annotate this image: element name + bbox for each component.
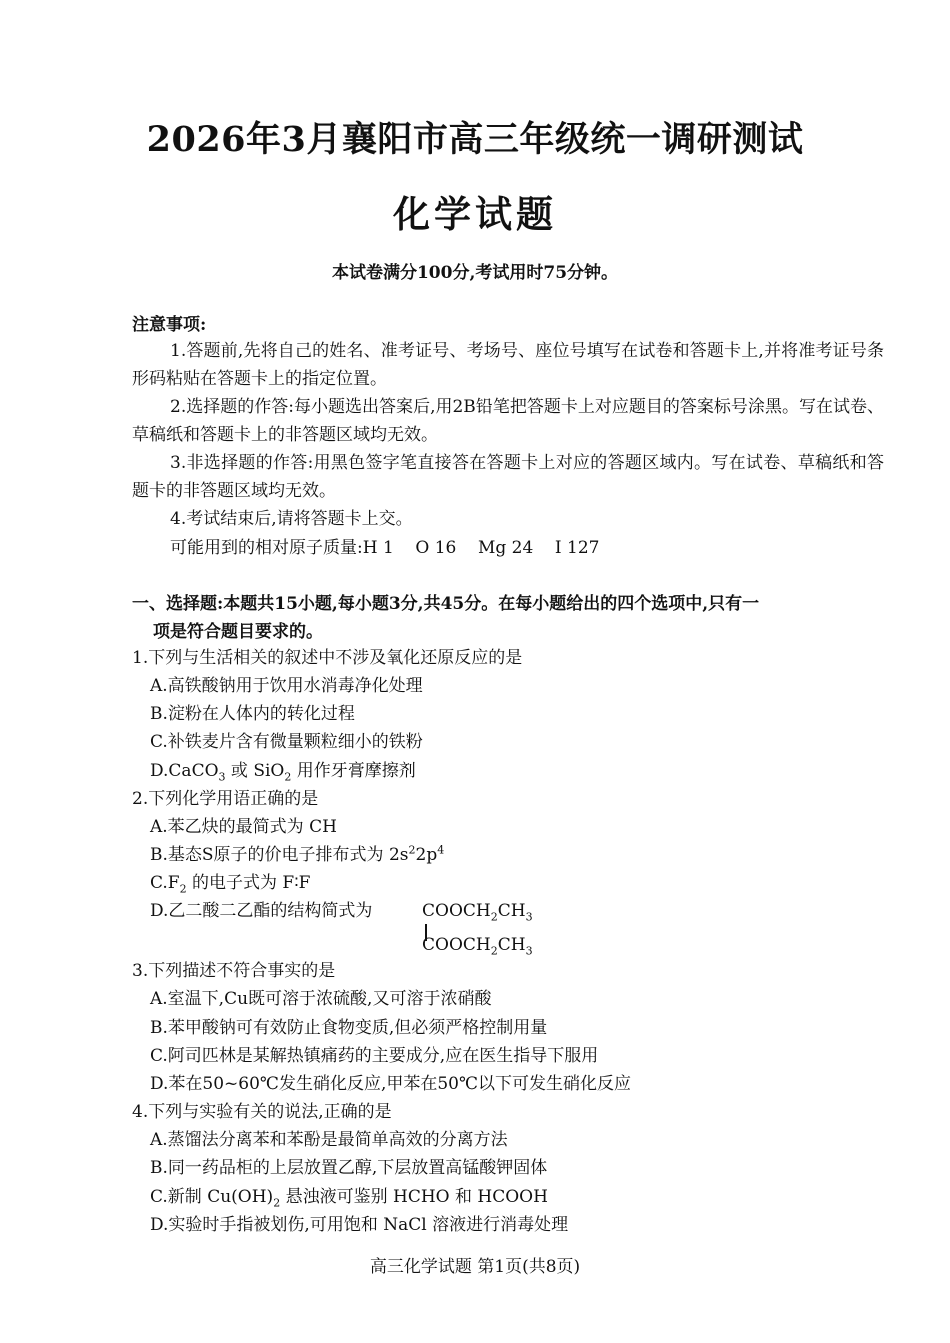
q1-option-d: [132, 757, 884, 785]
notice-item: 4.考试结束后,请将答题卡上交。: [170, 509, 413, 529]
notice-heading: 注意事项:: [132, 315, 207, 335]
q4-option-a: A.蒸馏法分离苯和苯酚是最简单高效的分离方法: [150, 1130, 508, 1151]
question-4-stem: 4.下列与实验有关的说法,正确的是: [132, 1102, 392, 1123]
subscript: 2: [284, 770, 292, 783]
subscript: 3: [525, 944, 533, 958]
subscript: 3: [218, 770, 226, 783]
question-list: [132, 644, 884, 1239]
text: 或 SiO: [225, 760, 285, 781]
q3-option-c: C.阿司匹林是某解热镇痛药的主要成分,应在医生指导下服用: [150, 1045, 599, 1066]
text: B.基态S原子的价电子排布式为 2s: [150, 845, 409, 866]
text: 2p: [415, 845, 438, 866]
exam-title: 2026年3月襄阳市高三年级统一调研测试: [146, 119, 804, 160]
section-line-1: 一、选择题:本题共15小题,每小题3分,共45分。在每小题给出的四个选项中,只有一: [132, 594, 760, 614]
text: COOCH: [422, 935, 491, 956]
text: D.乙二酸二乙酯的结构简式为: [150, 901, 373, 922]
subscript: 2: [273, 1196, 281, 1210]
q1-option-a: A.高铁酸钠用于饮用水消毒净化处理: [150, 676, 423, 696]
q1-option-b: B.淀粉在人体内的转化过程: [150, 704, 355, 725]
text: CH: [497, 935, 526, 956]
question-2-stem: 2.下列化学用语正确的是: [132, 788, 319, 809]
page-footer: 高三化学试题 第1页(共8页): [369, 1257, 581, 1277]
text: 的电子式为 F∶F: [186, 873, 311, 894]
superscript: 4: [437, 843, 445, 857]
subscript: 3: [525, 910, 533, 924]
text: COOCH: [422, 901, 491, 922]
notice-list: [132, 337, 884, 533]
structure-line-top: [422, 897, 533, 925]
question-1-stem: 1.下列与生活相关的叙述中不涉及氧化还原反应的是: [132, 648, 523, 668]
q1-option-c: C.补铁麦片含有微量颗粒细小的铁粉: [150, 732, 423, 753]
q4-option-c: [132, 1183, 884, 1211]
atomic-masses: 可能用到的相对原子质量:H 1 O 16 Mg 24 I 127: [170, 538, 600, 558]
text: CH: [497, 901, 526, 922]
q3-option-d: D.苯在50~60℃发生硝化反应,甲苯在50℃以下可发生硝化反应: [150, 1074, 632, 1095]
notice-item: 3.非选择题的作答:用黑色签字笔直接答在答题卡上对应的答题区域内。写在试卷、草稿纸和答题卡的非答题区域均无效。: [132, 453, 884, 501]
text: 用作牙膏摩擦剂: [291, 760, 416, 781]
q4-option-d: D.实验时手指被划伤,可用饱和 NaCl 溶液进行消毒处理: [150, 1214, 569, 1235]
subject-title: 化学试题: [393, 192, 557, 236]
q3-option-a: A.室温下,Cu既可溶于浓硫酸,又可溶于浓硝酸: [150, 989, 492, 1010]
superscript: 2: [408, 843, 416, 857]
notice-item: 2.选择题的作答:每小题选出答案后,用2B铅笔把答题卡上对应题目的答案标号涂黑。写在试卷、草稿纸和答题卡上的非答题区域均无效。: [132, 397, 884, 445]
section-heading: [132, 590, 884, 646]
section-line-2: 项是符合题目要求的。: [153, 622, 323, 642]
subscript: 2: [490, 944, 498, 958]
structure-line-bottom: [422, 931, 533, 959]
score-info: 本试卷满分100分,考试用时75分钟。: [331, 263, 619, 283]
text: 悬浊液可鉴别 HCHO 和 HCOOH: [280, 1186, 548, 1207]
q2-option-c: [132, 869, 884, 897]
text: D.CaCO: [150, 760, 219, 781]
subscript: 2: [490, 910, 498, 924]
question-3-stem: 3.下列描述不符合事实的是: [132, 961, 336, 982]
q2-option-d: [132, 897, 884, 957]
q2-option-a: A.苯乙炔的最简式为 CH: [150, 816, 337, 837]
text: C.新制 Cu(OH): [150, 1186, 274, 1207]
text: C.F: [150, 873, 180, 894]
notice-item: 1.答题前,先将自己的姓名、准考证号、考场号、座位号填写在试卷和答题卡上,并将准考证号条形码粘贴在答题卡上的指定位置。: [132, 341, 884, 389]
q4-option-b: B.同一药品柜的上层放置乙醇,下层放置高锰酸钾固体: [150, 1158, 548, 1179]
q2-option-b: [132, 841, 884, 869]
q3-option-b: B.苯甲酸钠可有效防止食物变质,但必须严格控制用量: [150, 1017, 548, 1038]
subscript: 2: [179, 882, 187, 896]
